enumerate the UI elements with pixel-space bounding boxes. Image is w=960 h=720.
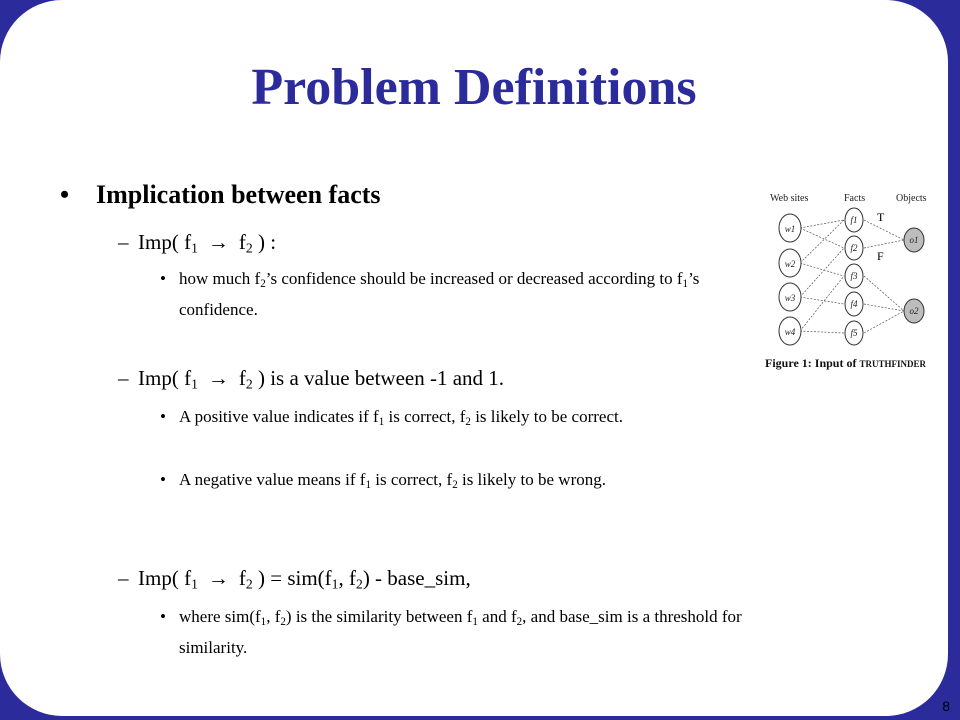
truthfinder-figure [760,183,940,378]
bullet-implication-text: Implication between facts [96,180,381,209]
bullet-dot: • [60,180,70,209]
imp-definition: – Imp( $f_1 \to f_2$ ) : [118,230,277,256]
sub-bullet-positive: • A positive value indicates if $f_1$ is correct, $f_2$ is likely to be correct. [160,407,623,428]
label-true: T [877,210,885,224]
imp-range: – Imp( $f_1 \to f_2$ ) is a value between -1 and 1. [118,366,505,392]
sub-bullet-negative: • A negative value means if $f_1$ is correct, $f_2$ is likely to be wrong. [160,470,606,491]
label-f2: f2 [850,243,858,253]
sub-bullet-confidence: • how much $f_2’s$ confidence should be increased or decreased according to $f_1’s$ confidence. [160,269,700,319]
header-facts: Facts [844,193,866,204]
label-false: F [877,249,884,263]
label-f1: f1 [850,215,858,225]
label-w2: w2 [784,259,796,269]
label-w3: w3 [784,293,796,303]
imp-formula: – Imp( $f_1 \to f_2$ ) = $sim(f_1$, $f_2$) - base_sim, [118,566,471,592]
header-websites: Web sites [770,193,809,204]
arrow-icon: → [207,230,229,254]
label-f5: f5 [850,328,858,338]
sub-bullet-similarity: • where $sim(f_1$, $f_2$) is the similarity between $f_1$ and $f_2$, and base_sim is a threshold for similarity. [160,607,742,657]
label-o2: o2 [909,306,919,316]
slide-title: Problem Definitions [251,59,697,116]
header-objects: Objects [896,193,927,204]
label-f3: f3 [850,271,858,281]
arrow-icon: → [207,366,229,390]
label-w4: w4 [784,327,796,337]
label-o1: o1 [909,235,919,245]
page-number: 8 [942,698,950,714]
dash: – [118,230,129,254]
label-w1: w1 [784,224,796,234]
label-f4: f4 [850,299,858,309]
figure-caption: Figure 1: Input of TRUTHFINDER [765,356,926,370]
arrow-icon: → [207,566,229,590]
